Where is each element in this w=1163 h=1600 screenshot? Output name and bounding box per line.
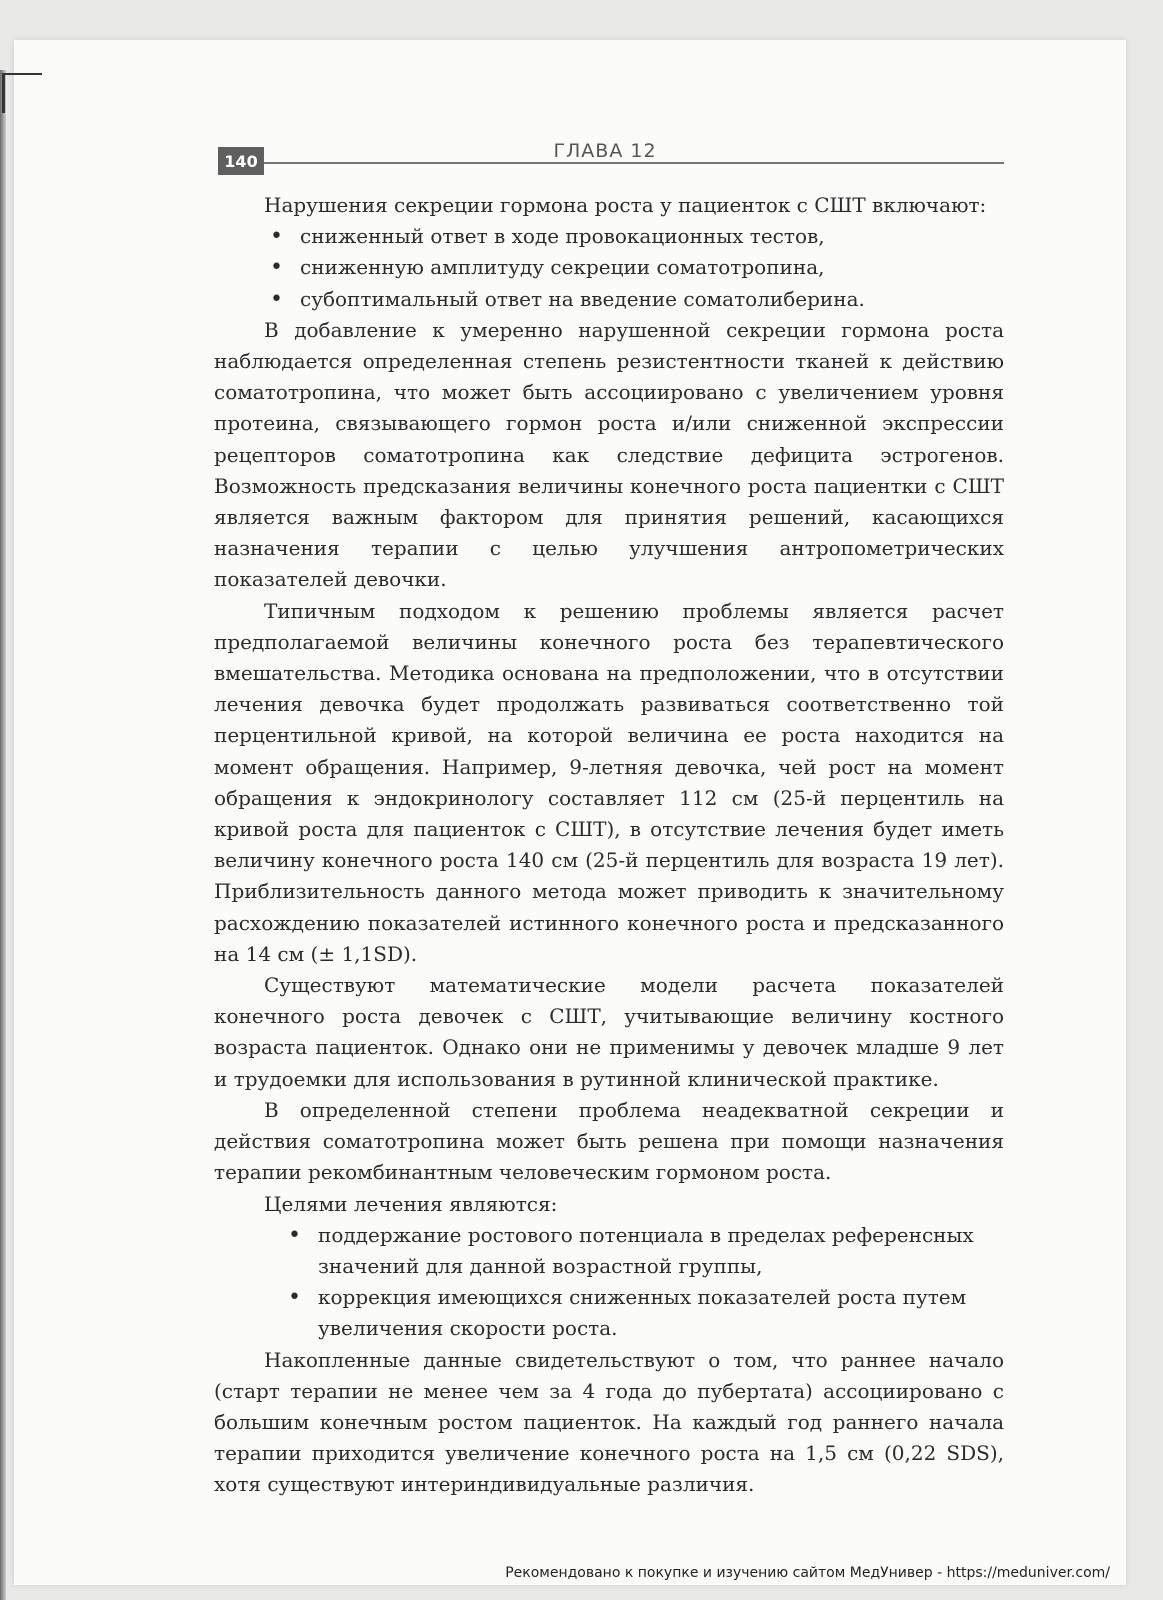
paragraph-resistance: В добавление к умеренно нарушенной секреции гормона роста наблюдается определенная степень резистентности тканей к действию соматотропина, что может быть ассоциировано с увеличением уровня протеина, связывающего гормон роста и/или сниженной экспрессии рецепторов соматотропина как следствие дефицита эстрогенов. Возможность предсказания величины конечного роста пациентки с СШТ является важным фактором для принятия решений, касающихся назначения терапии с целью улучшения антропометрических показателей девочки.	[214, 317, 1004, 592]
list-item: • поддержание ростового потенциала в пределах референсных значений для данной возрастной группы,	[214, 1220, 1004, 1282]
footer-recommendation: Рекомендовано к покупке и изучению сайтом МедУнивер - https://meduniver.com/	[505, 1565, 1110, 1581]
paragraph-early-start: Накопленные данные свидетельствуют о том, что раннее начало (старт терапии не менее чем за 4 года до пубертата) ассоциировано с большим конечным ростом пациенток. На каждый год раннего начала терапии приходится увеличение конечного роста на 1,5 см (0,22 SDS), хотя существуют интериндивидуальные различия.	[214, 1347, 1004, 1497]
list-item: • сниженную амплитуду секреции соматотропина,	[214, 252, 1004, 283]
page-body	[214, 190, 1004, 1501]
paragraph-models: Существуют математические модели расчета показателей конечного роста девочек с СШТ, учитывающие величину костного возраста пациенток. Однако они не применимы у девочек младше 9 лет и трудоемки для использования в рутинной клинической практике.	[214, 973, 1004, 1091]
list-item: • сниженный ответ в ходе провокационных тестов,	[214, 221, 1004, 252]
chapter-title: ГЛАВА 12	[553, 140, 657, 162]
list-item: • коррекция имеющихся сниженных показателей роста путем увеличения скорости роста.	[214, 1282, 1004, 1344]
page-spine-shadow	[0, 70, 6, 1600]
bullet-list-secretion	[214, 221, 1004, 315]
crop-mark-vertical	[2, 73, 5, 113]
header-rule	[264, 162, 1004, 164]
intro-paragraph: Нарушения секреции гормона роста у пациенток с СШТ включают:	[264, 193, 987, 217]
list-item: • субоптимальный ответ на введение соматолиберина.	[214, 284, 1004, 315]
bullet-list-goals	[214, 1220, 1004, 1345]
page-number: 140	[218, 147, 264, 175]
paragraph-prediction: Типичным подходом к решению проблемы является расчет предполагаемой величины конечного роста без терапевтического вмешательства. Методика основана на предположении, что в отсутствии лечения девочка будет продолжать развиваться соответственно той перцентильной кривой, на которой величина ее роста находится на момент обращения. Например, 9-летняя девочка, чей рост на момент обращения к эндокринологу составляет 112 см (25-й перцентиль на кривой роста для пациенток с СШТ), в отсутствие лечения будет иметь величину конечного роста 140 см (25-й перцентиль для возраста 19 лет). Приблизительность данного метода может приводить к значительному расхождению показателей истинного конечного роста и предсказанного на 14 см (± 1,1SD).	[214, 598, 1004, 966]
crop-mark	[2, 73, 42, 75]
paragraph-goals: Целями лечения являются:	[264, 1191, 558, 1216]
paragraph-therapy: В определенной степени проблема неадекватной секреции и действия соматотропина может быть решена при помощи назначения терапии рекомбинантным человеческим гормоном роста.	[214, 1097, 1004, 1185]
